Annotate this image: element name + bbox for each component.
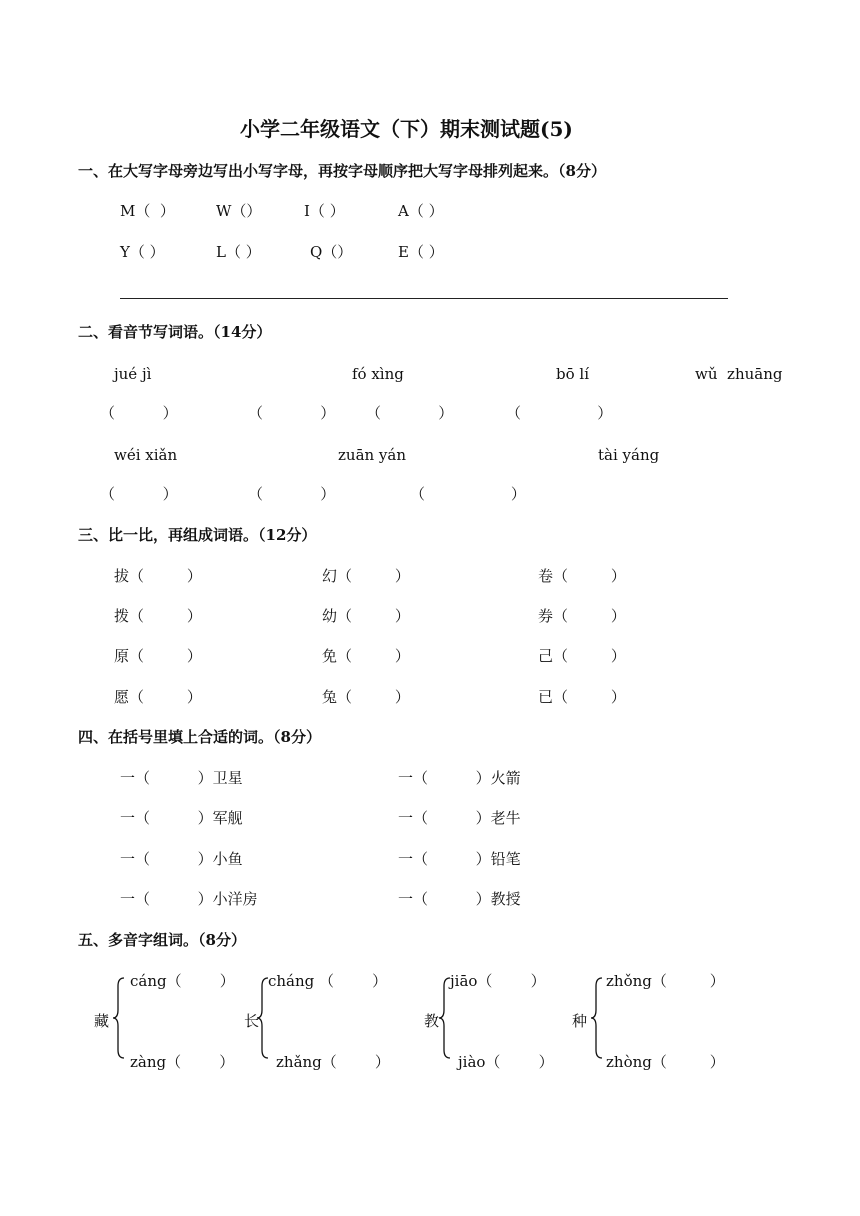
- word-blank[interactable]: （ ）: [100, 404, 178, 422]
- pinyin: jué jì: [114, 365, 152, 383]
- compare-item[interactable]: 原（ ）: [114, 647, 202, 665]
- compare-item[interactable]: 幼（ ）: [322, 607, 410, 625]
- pinyin: zuān yán: [338, 446, 407, 464]
- compare-item[interactable]: 券（ ）: [538, 607, 626, 625]
- fill-item[interactable]: 一（ ）教授: [398, 890, 521, 908]
- fill-item[interactable]: 一（ ）小鱼: [120, 850, 243, 868]
- polyphone-char: 长: [244, 1012, 260, 1030]
- letter-blank[interactable]: A（ ）: [398, 202, 444, 220]
- polyphone-reading[interactable]: cháng （ ）: [268, 972, 388, 990]
- compare-item[interactable]: 卷（ ）: [538, 567, 626, 585]
- pinyin: fó xìng: [352, 365, 404, 383]
- polyphone-reading[interactable]: cáng（ ）: [130, 972, 235, 990]
- answer-line[interactable]: [120, 298, 728, 299]
- polyphone-reading[interactable]: zhǒng（ ）: [606, 972, 725, 990]
- pinyin: wǔ zhuāng: [695, 365, 783, 383]
- pinyin: wéi xiǎn: [114, 446, 178, 464]
- section-1-heading: 一、在大写字母旁边写出小写字母，再按字母顺序把大写字母排列起来。（8分）: [78, 162, 606, 180]
- brace-icon: [590, 976, 604, 1060]
- letter-blank[interactable]: E（ ）: [398, 243, 444, 261]
- fill-item[interactable]: 一（ ）老牛: [398, 809, 521, 827]
- compare-item[interactable]: 兔（ ）: [322, 688, 410, 706]
- compare-item[interactable]: 幻（ ）: [322, 567, 410, 585]
- word-blank[interactable]: （ ）: [248, 404, 336, 422]
- pinyin: bō lí: [556, 365, 589, 383]
- letter-blank[interactable]: M（ ）: [120, 202, 175, 220]
- fill-item[interactable]: 一（ ）军舰: [120, 809, 243, 827]
- brace-icon: [112, 976, 126, 1060]
- compare-item[interactable]: 拨（ ）: [114, 607, 202, 625]
- polyphone-reading[interactable]: zhǎng（ ）: [276, 1053, 390, 1071]
- polyphone-char: 种: [572, 1012, 588, 1030]
- letter-blank[interactable]: Y（ ）: [120, 243, 165, 261]
- section-2-heading: 二、看音节写词语。（14分）: [78, 323, 272, 341]
- compare-item[interactable]: 愿（ ）: [114, 688, 202, 706]
- fill-item[interactable]: 一（ ）卫星: [120, 769, 243, 787]
- pinyin: tài yáng: [598, 446, 660, 464]
- compare-item[interactable]: 拔（ ）: [114, 567, 202, 585]
- word-blank[interactable]: （ ）: [100, 485, 178, 503]
- letter-blank[interactable]: I（ ）: [304, 202, 345, 220]
- word-blank[interactable]: （ ）: [366, 404, 454, 422]
- word-blank[interactable]: （ ）: [248, 485, 336, 503]
- polyphone-reading[interactable]: zàng（ ）: [130, 1053, 235, 1071]
- compare-item[interactable]: 己（ ）: [538, 647, 626, 665]
- polyphone-reading[interactable]: jiào（ ）: [458, 1053, 554, 1071]
- polyphone-reading[interactable]: zhòng（ ）: [606, 1053, 725, 1071]
- letter-blank[interactable]: L（ ）: [216, 243, 261, 261]
- word-blank[interactable]: （ ）: [506, 404, 613, 422]
- polyphone-char: 教: [424, 1012, 440, 1030]
- word-blank[interactable]: （ ）: [410, 485, 526, 503]
- compare-item[interactable]: 已（ ）: [538, 688, 626, 706]
- fill-item[interactable]: 一（ ）火箭: [398, 769, 521, 787]
- section-5-heading: 五、多音字组词。（8分）: [78, 931, 246, 949]
- section-3-heading: 三、比一比，再组成词语。（12分）: [78, 526, 317, 544]
- compare-item[interactable]: 免（ ）: [322, 647, 410, 665]
- fill-item[interactable]: 一（ ）铅笔: [398, 850, 521, 868]
- letter-blank[interactable]: W（）: [216, 202, 262, 220]
- page-title: 小学二年级语文（下）期末测试题(5): [240, 117, 573, 141]
- section-4-heading: 四、在括号里填上合适的词。（8分）: [78, 728, 321, 746]
- letter-blank[interactable]: Q（）: [310, 243, 353, 261]
- polyphone-char: 藏: [94, 1012, 110, 1030]
- fill-item[interactable]: 一（ ）小洋房: [120, 890, 258, 908]
- polyphone-reading[interactable]: jiāo（ ）: [450, 972, 546, 990]
